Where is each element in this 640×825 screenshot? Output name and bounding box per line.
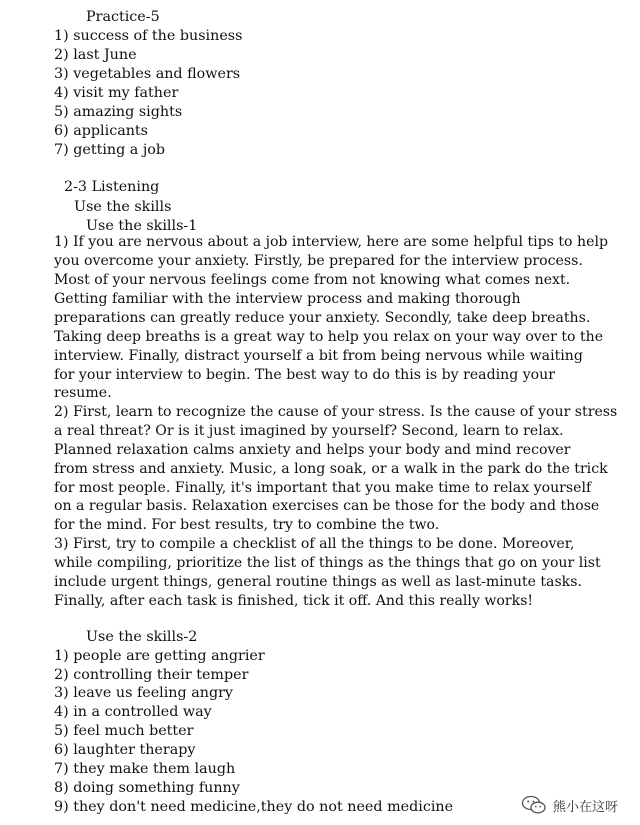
paragraph-line: Planned relaxation calms anxiety and helps your body and mind recover xyxy=(54,442,571,458)
paragraph-line: for most people. Finally, it's important that you make time to relax yourself xyxy=(54,480,592,496)
listening-heading: 2-3 Listening xyxy=(64,179,160,195)
paragraph-line: 1) If you are nervous about a job interview, here are some helpful tips to help xyxy=(54,234,608,250)
list-item: 3) leave us feeling angry xyxy=(54,685,234,701)
paragraph-line: Getting familiar with the interview process and making thorough xyxy=(54,291,521,307)
paragraph-line: for the mind. For best results, try to combine the two. xyxy=(54,517,440,533)
list-item: 2) controlling their temper xyxy=(54,667,249,683)
list-item: 4) in a controlled way xyxy=(54,704,212,720)
list-item: 4) visit my father xyxy=(54,85,179,101)
list-item: 1) people are getting angrier xyxy=(54,648,265,664)
list-item: 9) they don't need medicine,they do not need medicine xyxy=(54,799,454,815)
list-item: 2) last June xyxy=(54,47,137,63)
list-item: 5) amazing sights xyxy=(54,104,183,120)
wechat-icon xyxy=(521,795,547,815)
paragraph-line: Finally, after each task is finished, tick it off. And this really works! xyxy=(54,593,534,609)
paragraph-line: you overcome your anxiety. Firstly, be prepared for the interview process. xyxy=(54,253,583,269)
list-item: 1) success of the business xyxy=(54,28,243,44)
paragraph-line: preparations can greatly reduce your anxiety. Secondly, take deep breaths. xyxy=(54,310,591,326)
use-the-skills-heading: Use the skills xyxy=(74,199,172,215)
use-the-skills-1-heading: Use the skills-1 xyxy=(86,218,198,234)
list-item: 6) laughter therapy xyxy=(54,742,196,758)
paragraph-line: Taking deep breaths is a great way to help you relax on your way over to the xyxy=(54,329,604,345)
paragraph-line: from stress and anxiety. Music, a long soak, or a walk in the park do the trick xyxy=(54,461,608,477)
paragraph-line: Most of your nervous feelings come from not knowing what comes next. xyxy=(54,272,571,288)
paragraph-line: 2) First, learn to recognize the cause of your stress. Is the cause of your stress xyxy=(54,404,618,420)
paragraph-line: resume. xyxy=(54,385,112,401)
paragraph-line: a real threat? Or is it just imagined by yourself? Second, learn to relax. xyxy=(54,423,564,439)
paragraph-line: on a regular basis. Relaxation exercises can be those for the body and those xyxy=(54,498,600,514)
list-item: 7) they make them laugh xyxy=(54,761,236,777)
use-the-skills-2-heading: Use the skills-2 xyxy=(86,629,198,645)
list-item: 3) vegetables and flowers xyxy=(54,66,241,82)
watermark-text: 熊小在这呀 xyxy=(552,799,618,815)
practice-5-heading: Practice-5 xyxy=(86,9,160,25)
list-item: 7) getting a job xyxy=(54,142,166,158)
paragraph-line: include urgent things, general routine things as well as last-minute tasks. xyxy=(54,574,582,590)
watermark xyxy=(521,793,618,817)
paragraph-line: 3) First, try to compile a checklist of all the things to be done. Moreover, xyxy=(54,536,575,552)
list-item: 8) doing something funny xyxy=(54,780,240,796)
paragraph-line: interview. Finally, distract yourself a bit from being nervous while waiting xyxy=(54,348,583,364)
paragraph-line: while compiling, prioritize the list of things as the things that go on your list xyxy=(54,555,601,571)
list-item: 5) feel much better xyxy=(54,723,194,739)
list-item: 6) applicants xyxy=(54,123,149,139)
paragraph-line: for your interview to begin. The best way to do this is by reading your xyxy=(54,367,555,383)
